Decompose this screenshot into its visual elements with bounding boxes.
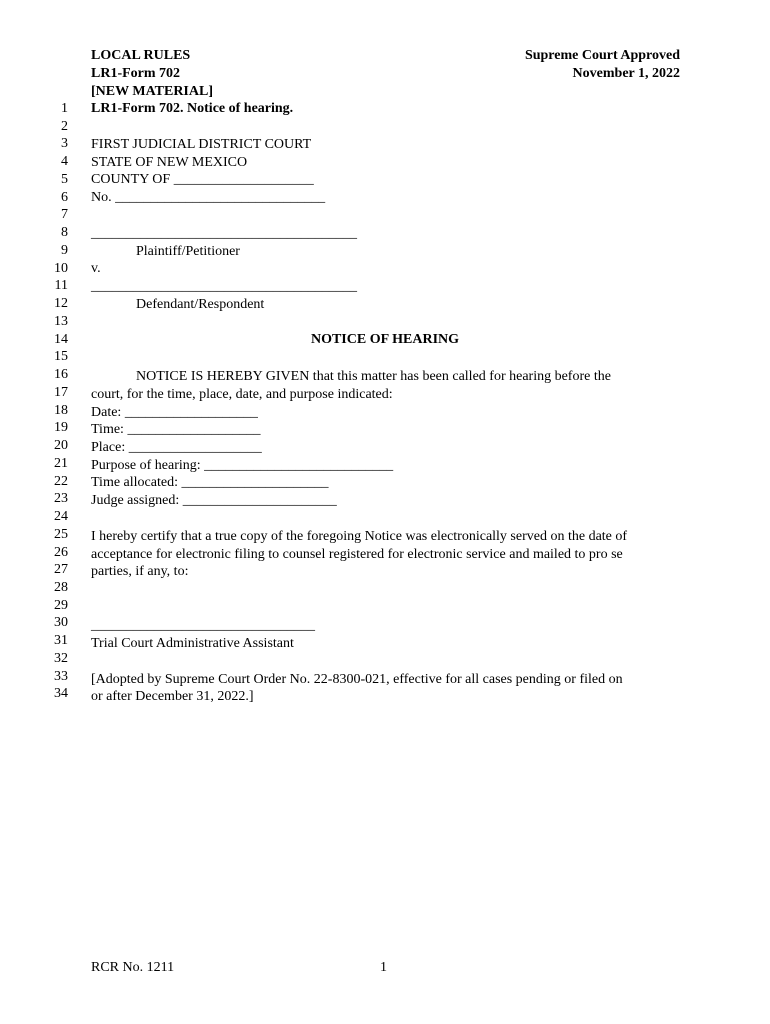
line-number: 11 (54, 278, 68, 294)
header-left-line: LR1-Form 702. Notice of hearing. (91, 101, 294, 117)
line-number: 7 (61, 207, 68, 223)
line-number: 4 (61, 154, 68, 170)
certificate-text: acceptance for electronic filing to counsel registered for electronic service and mailed to pro se (91, 547, 623, 562)
line-number: 28 (54, 579, 68, 595)
time-field: Time: ___________________ (91, 422, 261, 437)
line-number: 19 (54, 420, 68, 436)
line-number: 23 (54, 491, 68, 507)
line-number: 29 (54, 597, 68, 613)
rcr-number: RCR No. 1211 (91, 960, 175, 975)
line-number: 18 (54, 402, 68, 418)
defendant-label: Defendant/Respondent (136, 297, 265, 312)
line-number: 34 (54, 686, 68, 702)
line-number: 8 (61, 225, 68, 241)
versus-label: v. (91, 261, 101, 276)
line-number: 12 (54, 296, 68, 312)
plaintiff-label: Plaintiff/Petitioner (136, 244, 240, 259)
judge-assigned-field: Judge assigned: ______________________ (91, 493, 337, 508)
page-number: 1 (380, 960, 387, 975)
line-number: 15 (54, 349, 68, 365)
line-number: 32 (54, 650, 68, 666)
line-number: 2 (61, 118, 68, 134)
header-left (91, 47, 293, 118)
line-number: 13 (54, 313, 68, 329)
document-title: NOTICE OF HEARING (310, 332, 460, 347)
line-number: 31 (54, 633, 68, 649)
line-number: 30 (54, 615, 68, 631)
line-number: 25 (54, 526, 68, 542)
case-number-field: No. ______________________________ (91, 190, 326, 205)
line-number: 21 (54, 455, 68, 471)
line-number: 17 (54, 384, 68, 400)
line-number: 3 (61, 136, 68, 152)
place-field: Place: ___________________ (91, 440, 262, 455)
purpose-field: Purpose of hearing: ___________________________ (91, 458, 394, 473)
line-number: 27 (54, 562, 68, 578)
adoption-note: or after December 31, 2022.] (91, 689, 254, 704)
header-right-line: November 1, 2022 (572, 65, 680, 81)
line-number: 1 (61, 101, 68, 116)
time-allocated-field: Time allocated: _____________________ (91, 475, 329, 490)
line-number: 33 (54, 668, 68, 684)
signer-title: Trial Court Administrative Assistant (91, 636, 294, 651)
certificate-text: I hereby certify that a true copy of the foregoing Notice was electronically served on the date of (91, 529, 628, 544)
notice-text: court, for the time, place, date, and purpose indicated: (91, 387, 393, 402)
county-field: COUNTY OF ____________________ (91, 172, 314, 187)
header-right-line: Supreme Court Approved (524, 48, 680, 63)
header-left-line: LR1-Form 702 (91, 65, 181, 81)
line-number: 26 (54, 544, 68, 560)
plaintiff-line: ______________________________________ (91, 226, 357, 241)
line-number: 16 (54, 367, 68, 383)
header-left-line: [NEW MATERIAL] (91, 83, 213, 99)
line-number: 10 (54, 260, 68, 276)
line-number: 9 (61, 242, 68, 258)
line-number: 6 (61, 189, 68, 205)
certificate-text: parties, if any, to: (91, 564, 189, 579)
line-number: 24 (54, 509, 68, 525)
header-right (525, 47, 680, 83)
court-name: FIRST JUDICIAL DISTRICT COURT (91, 137, 312, 152)
state-name: STATE OF NEW MEXICO (91, 155, 248, 170)
signature-line: ________________________________ (91, 618, 315, 633)
line-number: 22 (54, 473, 68, 489)
defendant-line: ______________________________________ (91, 279, 357, 294)
header-left-line: LOCAL RULES (91, 48, 191, 63)
line-number: 14 (54, 331, 68, 347)
line-number: 5 (61, 171, 68, 187)
adoption-note: [Adopted by Supreme Court Order No. 22-8300-021, effective for all cases pending or filed on (91, 672, 623, 687)
date-field: Date: ___________________ (91, 405, 258, 420)
line-number: 20 (54, 438, 68, 454)
notice-text: NOTICE IS HEREBY GIVEN that this matter has been called for hearing before the (136, 369, 611, 384)
